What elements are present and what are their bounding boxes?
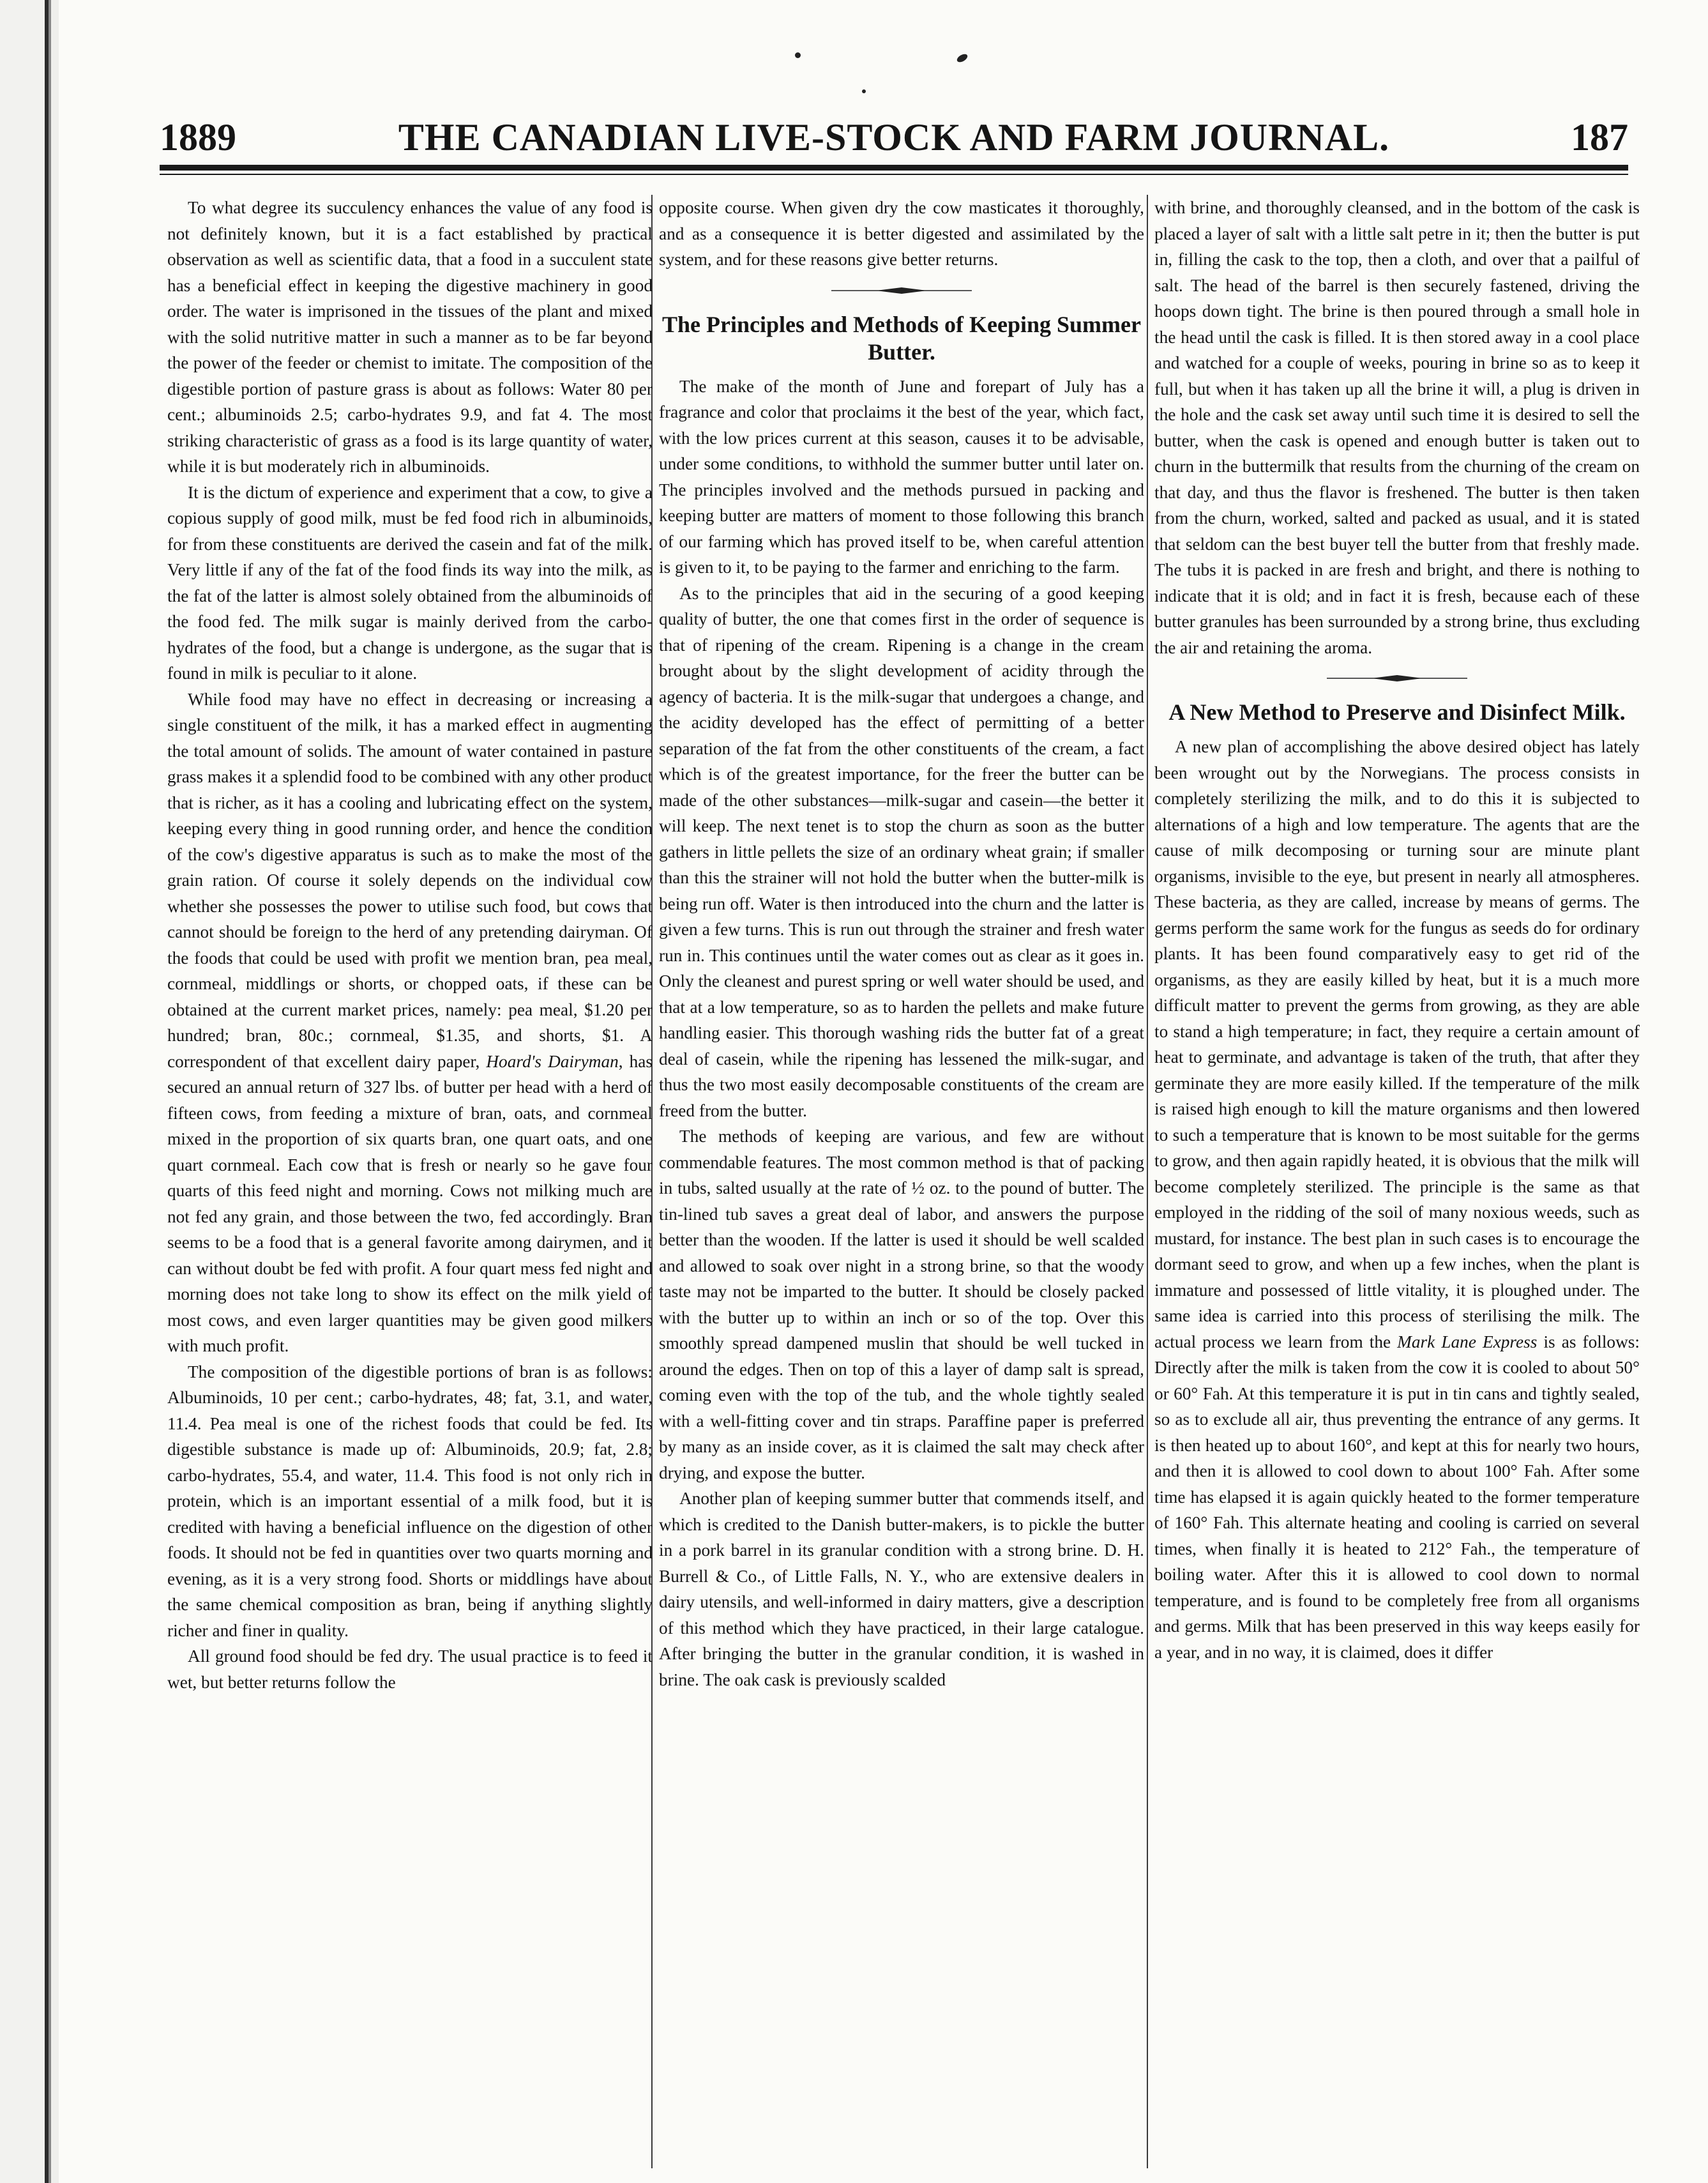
scan-binding-edge [0, 0, 59, 2183]
page-header [160, 112, 1628, 163]
paragraph: with brine, and thoroughly cleansed, and in the bottom of the cask is placed a layer of salt with a little salt petre in it; then the butter is put in, filling the cask to the top, then a cloth, and over that a pailful of salt. The head of the barrel is then securely fastened, driving the hoops down tight. The brine is then poured through a small hole in the head until the cask is filled. It is then stored away in a cool place and watched for a couple of weeks, pouring in brine so as to keep it full, but when it has taken up all the brine it will, a plug is driven in the hole and the cask set away until such time it is desired to sell the butter, when the cask is opened and enough butter is taken out to churn in the buttermilk that results from the churning of the cream on that day, and thus the flavor is freshened. The butter is then taken from the churn, worked, salted and packed as usual, and it is stated that seldom can the best buyer tell the butter from that freshly made. The tubs it is packed in are fresh and bright, and there is nothing to indicate that it is old; and in fact it is fresh, because each of these butter granules has been surrounded by a strong brine, thus excluding the air and retaining the aroma. [1154, 198, 1640, 657]
paragraph: All ground food should be fed dry. The usual practice is to feed it wet, but better returns follow the [167, 1647, 653, 1692]
periodical-name: Mark Lane Express [1397, 1332, 1538, 1351]
header-rule-thin [160, 174, 1628, 175]
paragraph: The methods of keeping are various, and few are without commendable features. The most common method is that of packing in tubs, salted usually at the rate of ½ oz. to the pound of butter. The tin-lined tub saves a great deal of labor, and answers the purpose better than the wooden. If the latter is used it should be well scalded and allowed to soak over night in a strong brine, so that the woody taste may not be imparted to the butter. It should be closely packed with the butter up to within an inch or so of the top. Over this smoothly spread dampened muslin that should be well tucked in around the edges. Then on top of this a layer of damp salt is spread, coming even with the top of the tub, and the whole tightly sealed with a well-fitting cover and tin straps. Paraffine paper is preferred by many as an inside cover, as it is claimed the salt may check after drying, and expose the butter. [659, 1127, 1144, 1482]
section-separator [1327, 674, 1467, 682]
paragraph-text: While food may have no effect in decreasing or increasing a single constituent of the milk, it has a marked effect in augmenting the total amount of solids. The amount of water contained in pasture grass makes it a splendid food to be combined with any other product that is richer, as it has a cooling and lubricating effect on the system, keeping every thing in good running order, and hence the condition of the cow's digestive apparatus is such as to make the most of the grain ration. Of course it solely depends on the individual cow whether she possesses the power to utilise such food, but cows that cannot should be foreign to the herd of any pretending dairyman. Of the foods that could be used with profit we mention bran, pea meal, cornmeal, middlings or shorts, or chopped oats, if these can be obtained at the current market prices, namely: pea meal, $1.20 per hundred; bran, 80c.; cornmeal, $1.35, and shorts, $1. A correspondent of that excellent dairy paper, [167, 689, 653, 1071]
paragraph [1154, 734, 1640, 1665]
paragraph: It is the dictum of experience and experiment that a cow, to give a copious supply of good milk, must be fed food rich in albuminoids, for from these constituents are derived the casein and fat of the milk. Very little if any of the fat of the food finds its way into the milk, as the fat of the latter is almost solely obtained from the albuminoids of the food fed. The milk sugar is mainly derived from the carbo-hydrates of the food, but a change is undergone, as the sugar that is found in milk is peculiar to it alone. [167, 482, 653, 683]
ink-speck [956, 52, 969, 64]
periodical-name: Hoard's Dairyman [486, 1051, 619, 1071]
column-2 [659, 195, 1144, 2149]
paragraph: As to the principles that aid in the securing of a good keeping quality of butter, the one that comes first in the order of sequence is that of ripening of the cream. Ripening is a change in the cream brought about by the slight development of acidity through the agency of bacteria. It is the milk-sugar that undergoes a change, and the acidity developed has the effect of permitting of a better separation of the fat from the other constituents of the cream, a fact which is of the greatest importance, for the freer the butter can be made of the other substances—milk-sugar and casein—the better it will keep. The next tenet is to stop the churn as soon as the butter gathers in little pellets the size of an ordinary wheat grain; if smaller than this the strainer will not hold the butter when the butter-milk is being run off. Water is then introduced into the churn and the latter is given a few turns. This is run out through the strainer and fresh water run in. This continues until the water comes out as clear as it goes in. Only the cleanest and purest spring or well water should be used, and that at a low temperature, so as to harden the pellets and make future handling easier. This thorough washing rids the butter fat of a great deal of casein, while the ripening has lessened the milk-sugar, and thus the two most easily decomposable constituents of the cream are freed from the butter. [659, 583, 1144, 1120]
paragraph: The make of the month of June and forepart of July has a fragrance and color that proclaims it the best of the year, which fact, with the low prices current at this season, causes it to be advisable, under some conditions, to withhold the summer butter until later on. The principles involved and the methods pursued in packing and keeping butter are matters of moment to those following this branch of our farming which has proved itself to be, when careful attention is given to it, to be paying to the farmer and enriching to the farm. [659, 376, 1144, 577]
paragraph: The composition of the digestible portions of bran is as follows: Albuminoids, 10 per cent.; carbo-hydrates, 48; fat, 3.1, and water, 11.4. Pea meal is one of the richest foods that could be fed. Its digestible substance is made up of: Albuminoids, 20.9; fat, 2.8; carbo-hydrates, 55.4, and water, 11.4. This food is not only rich in protein, which is an important essential of a milk food, but it is credited with having a beneficial influence on the digestion of other foods. It should not be fed in quantities over two quarts morning and evening, as it is a very strong food. Shorts or middlings have about the same chemical composition as bran, being if anything slightly richer and finer in quality. [167, 1362, 653, 1640]
section-separator [831, 287, 972, 294]
paragraph: opposite course. When given dry the cow masticates it thoroughly, and as a consequence it is better digested and assimilated by the system, and for these reasons give better returns. [659, 198, 1144, 269]
article-headline: The Principles and Methods of Keeping Summer Butter. [661, 311, 1141, 365]
column-1 [167, 195, 653, 2149]
article-headline: A New Method to Preserve and Disinfect Milk. [1168, 699, 1626, 725]
column-divider [1147, 195, 1148, 2168]
paragraph: Another plan of keeping summer butter that commends itself, and which is credited to the Danish butter-makers, is to pickle the butter in a pork barrel in its granular condition with a strong brine. D. H. Burrell & Co., of Little Falls, N. Y., who are extensive dealers in dairy utensils, and well-informed in dairy matters, give a description of this method which they have practiced, in their large catalogue. After bringing the butter in the granular condition, it is washed in brine. The oak cask is previously scalded [659, 1489, 1144, 1689]
paragraph-text: is as follows: Directly after the milk is taken from the cow it is cooled to about 50° or 60° Fah. At this temperature it is put in tin cans and tightly sealed, so as to exclude all air, thus preventing the entrance of any germs. It is then heated up to about 160°, and kept at this for nearly two hours, and then it is allowed to cool down to about 100° Fah. After some time has elapsed it is again quickly heated to the former temperature of 160° Fah. This alternate heating and cooling is carried on several times, when finally it is heated to 212° Fah., the temperature of boiling water. After this it is allowed to cool down to normal temperature, and is found to be completely free from all organisms and germs. Milk that has been preserved in this way keeps easily for a year, and in no way, it is claimed, does it differ [1154, 1332, 1640, 1662]
header-rule-thick [160, 165, 1628, 171]
paragraph-text: , has secured an annual return of 327 lbs. of butter per head with a herd of fifteen cows, from feeding a mixture of bran, oats, and cornmeal mixed in the proportion of six quarts bran, one quart oats, and one quart cornmeal. Each cow that is fresh or nearly so he gave four quarts of this feed night and morning. Cows not milking much are not fed any grain, and those between the two, fed accordingly. Bran seems to be a food that is a general favorite among dairymen, and it can without doubt be fed with profit. A four quart mess fed night and morning does not take long to show its effect on the milk yield of most cows, and even larger quantities may be given good milkers with much profit. [167, 1051, 653, 1355]
column-3 [1154, 195, 1640, 2149]
paragraph: To what degree its succulency enhances the value of any food is not definitely known, but it is a fact established by practical observation as well as scientific data, that a food in a succulent state has a beneficial effect in keeping the digestive machinery in good order. The water is imprisoned in the tissues of the plant and mixed with the solid nutritive matter in such a manner as to be far beyond the power of the feeder or chemist to imitate. The composition of the digestible portion of pasture grass is about as follows: Water 80 per cent.; albuminoids 2.5; carbo-hydrates 9.9, and fat 4. The most striking characteristic of grass as a food is its large quantity of water, while it is but moderately rich in albuminoids. [167, 198, 653, 476]
ink-speck [795, 52, 801, 58]
page-number: 187 [1571, 116, 1628, 158]
paragraph-text: A new plan of accomplishing the above desired object has lately been wrought out by the Norwegians. The process consists in completely sterilizing the milk, and to do this it is subjected to alternations of a high and low temperature. The agents that are the cause of milk decomposing or turning sour are minute plant organisms, invisible to the eye, but present in nearly all atmospheres. These bacteria, as they are called, increase by means of germs. The germs perform the same work for the fungus as seeds do for ordinary plants. It has been found comparatively easy to get rid of the organisms, as they are easily killed by heat, but it is a much more difficult matter to prevent the germs from growing, as they are able to stand a high temperature; in fact, they require a certain amount of heat to germinate, and advantage is taken of the truth, that after they germinate they are more easily killed. If the temperature of the milk is raised high enough to kill the mature organisms and then lowered to such a temperature that is known to be most suitable for the germs to grow, and then again rapidly heated, it is obvious that the milk will become completely sterilized. The principle is the same as that employed in the ridding of the soil of many noxious weeds, such as mustard, for instance. The best plan in such cases is to encourage the dormant seed to grow, and when up a few inches, when the plant is immature and possessed of little vitality, it is ploughed under. The same idea is carried into this process of sterilising the milk. The actual process we learn from the [1154, 737, 1640, 1351]
header-year: 1889 [160, 116, 236, 158]
ink-speck [862, 89, 866, 93]
paragraph [167, 687, 653, 1359]
journal-title: THE CANADIAN LIVE-STOCK AND FARM JOURNAL. [398, 116, 1390, 158]
